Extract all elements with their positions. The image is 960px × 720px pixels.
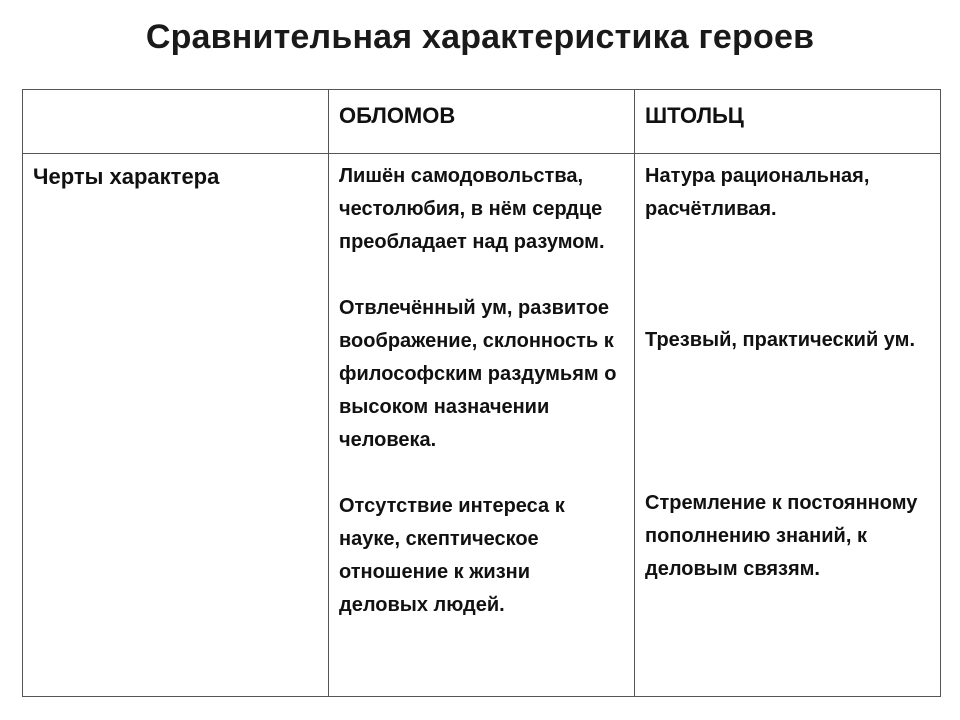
- header-empty-cell: [23, 90, 329, 154]
- oblomov-trait-3: Отсутствие интереса к науке, скептическое отношение к жизни деловых людей.: [339, 495, 565, 616]
- stolz-cell: [635, 154, 941, 697]
- header-oblomov: ОБЛОМОВ: [329, 90, 635, 154]
- oblomov-trait-2: Отвлечённый ум, развитое воображение, склонность к философским раздумьям о высоком назначении человека.: [339, 297, 617, 451]
- table-header-row: [23, 90, 941, 154]
- oblomov-trait-1: Лишён самодовольства, честолюбия, в нём сердце преобладает над разумом.: [339, 165, 605, 253]
- oblomov-cell: [329, 154, 635, 697]
- stolz-trait-2: Трезвый, практический ум.: [645, 329, 915, 351]
- header-stolz: ШТОЛЬЦ: [635, 90, 941, 154]
- stolz-trait-1: Натура рациональная, расчётливая.: [645, 165, 870, 220]
- row-label-cell: [23, 154, 329, 697]
- comparison-table: [22, 89, 941, 697]
- row-label: Черты характера: [33, 164, 220, 189]
- stolz-trait-3: Стремление к постоянному пополнению знаний, к деловым связям.: [645, 492, 918, 580]
- page-title: Сравнительная характеристика героев: [145, 18, 815, 56]
- table-row: [23, 154, 941, 697]
